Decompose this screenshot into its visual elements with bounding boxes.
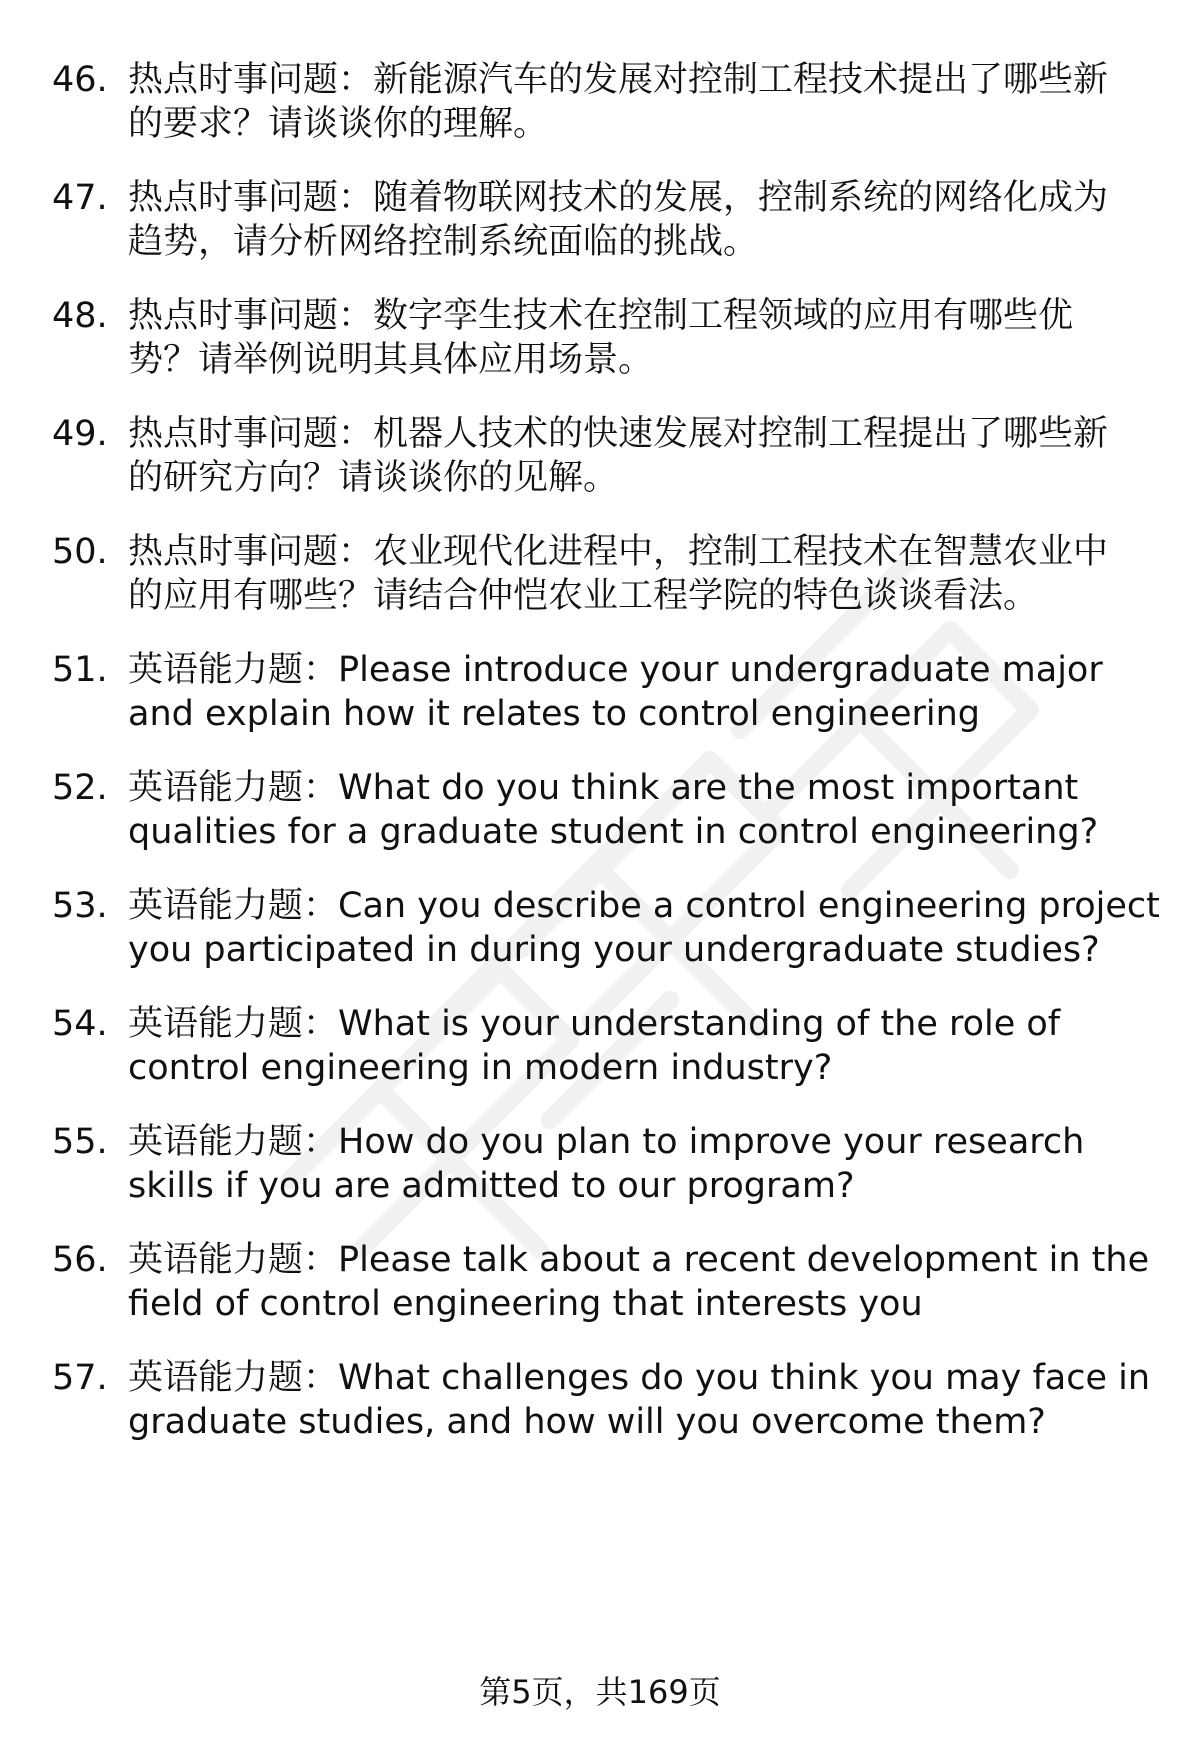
question-number: 52. <box>52 768 108 808</box>
question-number: 56. <box>52 1240 108 1280</box>
list-item <box>52 1354 1172 1454</box>
question-number: 48. <box>52 296 108 336</box>
question-text-line-1: 英语能力题：Please talk about a recent development in the <box>128 1240 1150 1280</box>
question-text-line-2: 的应用有哪些？请结合仲恺农业工程学院的特色谈谈看法。 <box>128 576 1039 616</box>
question-number: 53. <box>52 886 108 926</box>
question-text-line-1: 热点时事问题：随着物联网技术的发展，控制系统的网络化成为 <box>128 178 1109 218</box>
list-item <box>52 292 1172 392</box>
question-number: 50. <box>52 532 108 572</box>
page-number: 第5页，共169页 <box>479 1673 721 1711</box>
question-text-line-2: 势？请举例说明其具体应用场景。 <box>128 340 654 380</box>
list-item <box>52 1000 1172 1100</box>
list-item <box>52 1236 1172 1336</box>
question-text-line-1: 英语能力题：What challenges do you think you may face in <box>128 1358 1151 1398</box>
question-text-line-1: 英语能力题：What do you think are the most important <box>128 768 1079 808</box>
question-number: 54. <box>52 1004 108 1044</box>
question-text-line-1: 英语能力题：What is your understanding of the role of <box>128 1004 1061 1044</box>
list-item <box>52 174 1172 274</box>
question-text-line-2: you participated in during your undergraduate studies? <box>128 930 1100 970</box>
list-item <box>52 56 1172 156</box>
question-text-line-2: field of control engineering that interests you <box>128 1284 923 1324</box>
question-number: 51. <box>52 650 108 690</box>
question-text-line-1: 热点时事问题：机器人技术的快速发展对控制工程提出了哪些新 <box>128 414 1109 454</box>
question-text-line-2: control engineering in modern industry? <box>128 1048 833 1088</box>
question-text-line-1: 英语能力题：Can you describe a control engineering project <box>128 886 1160 926</box>
question-text-line-2: 趋势，请分析网络控制系统面临的挑战。 <box>128 222 759 262</box>
question-number: 47. <box>52 178 108 218</box>
question-text-line-2: and explain how it relates to control engineering <box>128 694 981 734</box>
question-text-line-2: 的要求？请谈谈你的理解。 <box>128 104 549 144</box>
question-text-line-1: 热点时事问题：新能源汽车的发展对控制工程技术提出了哪些新 <box>128 60 1109 100</box>
question-number: 55. <box>52 1122 108 1162</box>
question-number: 49. <box>52 414 108 454</box>
list-item <box>52 528 1172 628</box>
question-text-line-1: 英语能力题：How do you plan to improve your research <box>128 1122 1085 1162</box>
question-number: 46. <box>52 60 108 100</box>
list-item <box>52 410 1172 510</box>
question-number: 57. <box>52 1358 108 1398</box>
question-text-line-2: graduate studies, and how will you overcome them? <box>128 1402 1046 1442</box>
question-text-line-1: 英语能力题：Please introduce your undergraduate major <box>128 650 1103 690</box>
question-text-line-1: 热点时事问题：数字孪生技术在控制工程领域的应用有哪些优 <box>128 296 1074 336</box>
question-text-line-2: skills if you are admitted to our program? <box>128 1166 855 1206</box>
question-text-line-1: 热点时事问题：农业现代化进程中，控制工程技术在智慧农业中 <box>128 532 1109 572</box>
list-item <box>52 764 1172 864</box>
list-item <box>52 646 1172 746</box>
question-text-line-2: 的研究方向？请谈谈你的见解。 <box>128 458 619 498</box>
question-text-line-2: qualities for a graduate student in control engineering? <box>128 812 1099 852</box>
list-item <box>52 1118 1172 1218</box>
list-item <box>52 882 1172 982</box>
